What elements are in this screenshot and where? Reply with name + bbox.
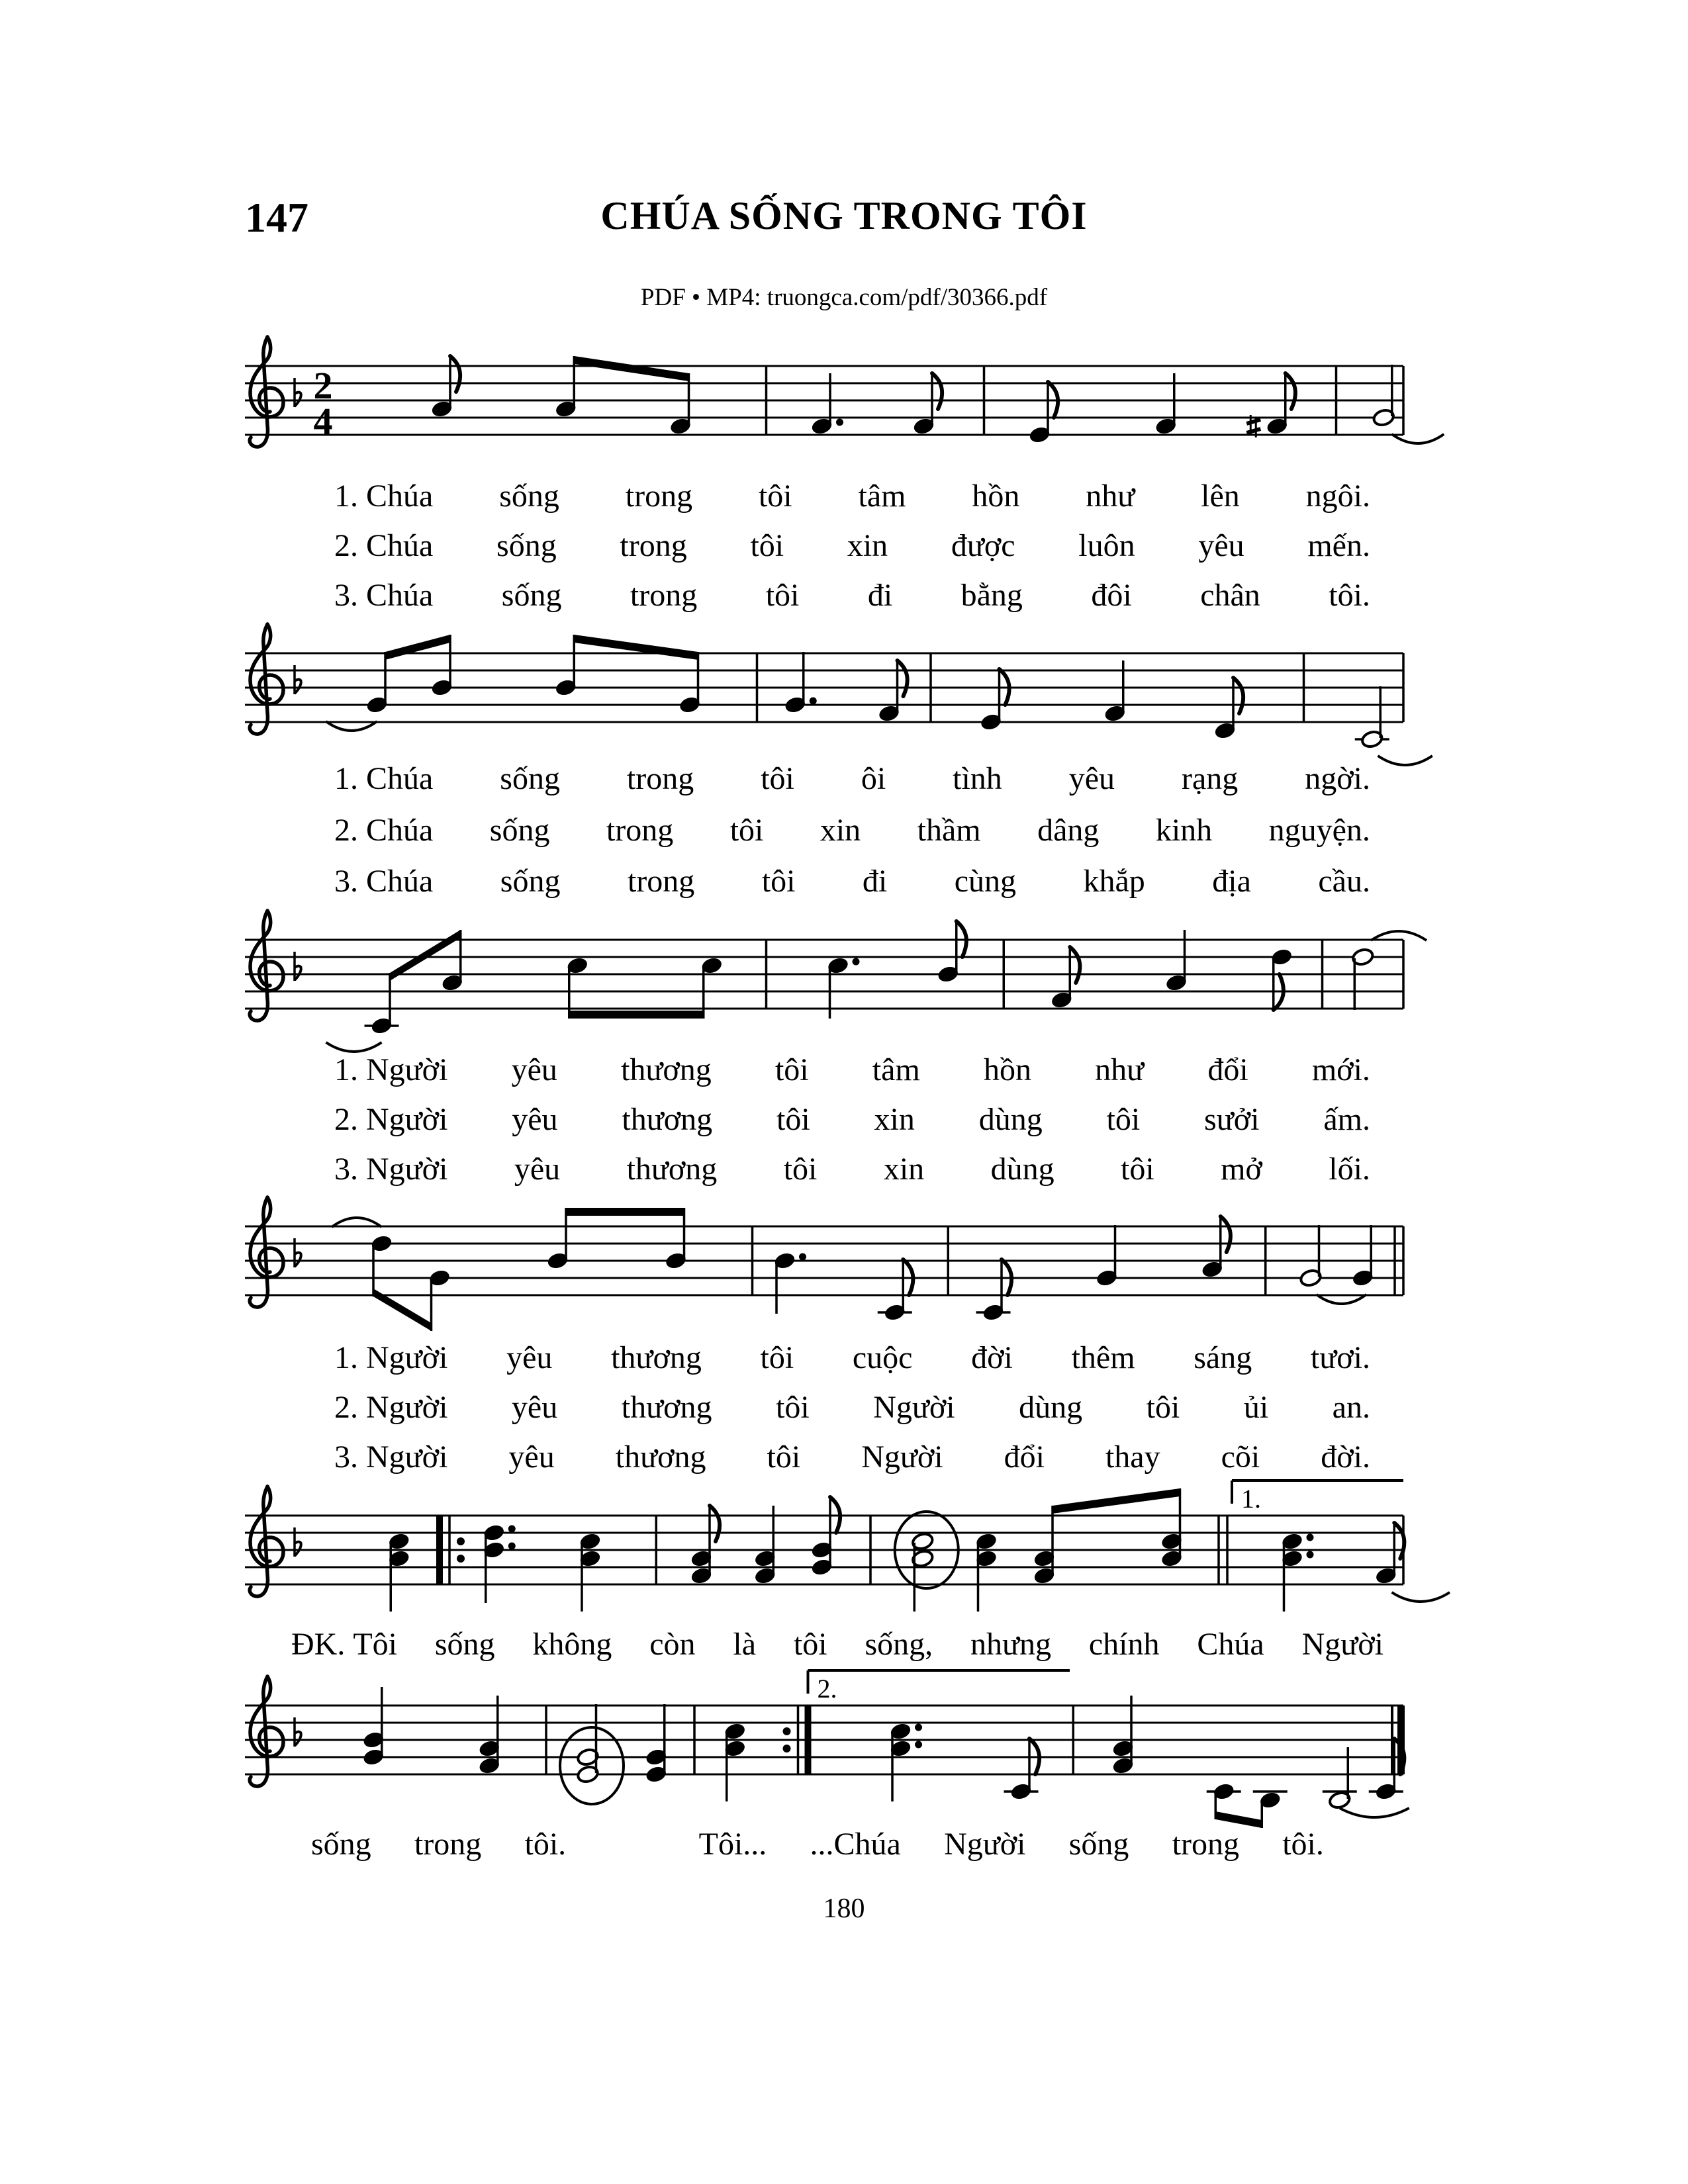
verse-number-and-word: 1. Người xyxy=(334,1340,448,1375)
lyric-word: yêu xyxy=(1198,528,1244,563)
lyric-word: tôi xyxy=(776,1102,810,1137)
lyric-word: tôi xyxy=(758,478,792,514)
lyric-word: tôi. xyxy=(524,1827,567,1862)
verse-number-and-word: 1. Người xyxy=(334,1052,448,1087)
lyric-word: yêu xyxy=(511,1052,557,1087)
lyric-word: Người xyxy=(873,1390,955,1425)
lyric-word: trong xyxy=(626,761,694,796)
lyric-word: đi xyxy=(867,578,893,613)
lyric-word: Tôi... xyxy=(698,1827,767,1862)
lyric-word: trong xyxy=(620,528,687,563)
svg-text:1.: 1. xyxy=(1241,1484,1261,1514)
lyric-word: được xyxy=(951,528,1015,563)
lyric-word: không xyxy=(532,1627,612,1662)
lyric-word: sống xyxy=(434,1627,495,1662)
lyric-word: xin xyxy=(883,1152,925,1187)
verse-number-and-word: 2. Chúa xyxy=(334,813,434,848)
lyric-word: sống xyxy=(500,864,561,899)
lyric-word: sống xyxy=(499,478,559,514)
lyric-word: như xyxy=(1095,1052,1145,1087)
lyric-word: trong xyxy=(414,1827,482,1862)
lyric-word: tôi xyxy=(729,813,764,848)
page-title: CHÚA SỐNG TRONG TÔI xyxy=(600,194,1088,238)
verse-number-and-word: 3. Người xyxy=(334,1439,448,1475)
verse-line-1-2 xyxy=(334,527,1370,564)
lyric-word: sống, xyxy=(865,1627,933,1662)
lyric-word: yêu xyxy=(512,1102,558,1137)
lyric-word: còn xyxy=(649,1627,696,1662)
lyric-word: ...Chúa xyxy=(810,1827,901,1862)
lyric-word: thay xyxy=(1105,1439,1160,1475)
svg-text:2: 2 xyxy=(313,364,333,407)
verse-number-and-word: 1. Chúa xyxy=(334,761,434,796)
lyric-word: luôn xyxy=(1078,528,1135,563)
svg-text:2.: 2. xyxy=(817,1674,837,1704)
lyric-word: tôi xyxy=(767,1439,801,1475)
lyric-word: dâng xyxy=(1037,813,1100,848)
svg-text:4: 4 xyxy=(313,400,333,443)
lyric-word: ngôi. xyxy=(1305,478,1370,514)
lyric-word: địa xyxy=(1212,864,1251,899)
lyric-word: yêu xyxy=(514,1152,561,1187)
lyric-word: an. xyxy=(1332,1390,1370,1425)
verse-number-and-word: 2. Người xyxy=(334,1102,448,1137)
lyric-word: dùng xyxy=(990,1152,1055,1187)
lyric-word: tôi xyxy=(761,761,794,796)
verse-line-1-1 xyxy=(334,478,1370,514)
verse-line-2-1 xyxy=(334,760,1370,797)
lyric-word: tình xyxy=(953,761,1002,796)
lyric-word: yêu xyxy=(511,1390,558,1425)
lyric-word: tôi xyxy=(1106,1102,1141,1137)
lyric-word: trong xyxy=(606,813,674,848)
verse-line-3-2 xyxy=(334,1101,1370,1138)
treble-clef-icon xyxy=(250,911,283,1021)
lyric-word: đi xyxy=(862,864,888,899)
lyric-word: xin xyxy=(820,813,861,848)
lyric-word: mở xyxy=(1221,1152,1262,1187)
lyric-word: trong xyxy=(627,864,695,899)
treble-clef-icon xyxy=(250,1676,283,1786)
lyric-word: sống xyxy=(496,528,557,563)
subtitle-pdf-link: PDF • MP4: truongca.com/pdf/30366.pdf xyxy=(640,284,1048,311)
verse-line-2-3 xyxy=(334,863,1370,899)
verse-number-and-word: 2. Chúa xyxy=(334,528,434,563)
lyric-word: thương xyxy=(622,1102,713,1137)
treble-clef-icon xyxy=(250,1486,283,1596)
lyric-word: mới. xyxy=(1311,1052,1370,1087)
lyric-word: thương xyxy=(626,1152,718,1187)
lyric-word: sống xyxy=(501,578,562,613)
lyric-word: Người xyxy=(861,1439,943,1475)
verse-number-and-word: 3. Người xyxy=(334,1152,448,1187)
lyric-word: lối. xyxy=(1329,1152,1370,1187)
verse-line-4-1 xyxy=(334,1340,1370,1376)
lyric-word: tôi xyxy=(776,1390,810,1425)
verse-number-and-word: 1. Chúa xyxy=(334,478,434,514)
lyric-word: hồn xyxy=(983,1052,1031,1087)
lyric-word: ôi xyxy=(861,761,886,796)
lyric-word: thêm xyxy=(1071,1340,1135,1375)
lyric-word: khắp xyxy=(1083,864,1145,899)
song-number: 147 xyxy=(245,194,308,241)
lyric-word: lên xyxy=(1201,478,1240,514)
lyric-word: đổi xyxy=(1004,1439,1045,1475)
lyric-word: tôi xyxy=(774,1052,809,1087)
lyric-word: tôi xyxy=(793,1627,827,1662)
lyric-word: Người xyxy=(944,1827,1026,1862)
lyric-word: đôi xyxy=(1091,578,1132,613)
lyric-word: tôi xyxy=(760,1340,794,1375)
lyric-word: trong xyxy=(625,478,693,514)
verse-line-4-3 xyxy=(334,1439,1370,1475)
lyric-word: ủi xyxy=(1243,1390,1269,1425)
lyric-word: Chúa xyxy=(1197,1627,1264,1662)
page-number: 180 xyxy=(823,1893,865,1924)
lyric-word: Người xyxy=(1301,1627,1383,1662)
lyric-word: thương xyxy=(621,1390,712,1425)
lyric-word: chân xyxy=(1200,578,1260,613)
lyric-word: tâm xyxy=(872,1052,920,1087)
lyric-word: yêu xyxy=(506,1340,553,1375)
verse-number-and-word: ĐK. Tôi xyxy=(291,1627,397,1662)
lyric-word: sưởi xyxy=(1204,1102,1260,1137)
chorus-line-2 xyxy=(311,1826,1324,1862)
lyric-word: tôi xyxy=(761,864,796,899)
lyric-word: xin xyxy=(847,528,888,563)
lyric-word: chính xyxy=(1088,1627,1160,1662)
verse-line-4-2 xyxy=(334,1389,1370,1426)
lyric-word: sống xyxy=(1068,1827,1129,1862)
lyric-word: xin xyxy=(874,1102,915,1137)
verse-line-3-3 xyxy=(334,1151,1370,1187)
verse-line-2-2 xyxy=(334,812,1370,848)
lyric-word: tôi xyxy=(750,528,784,563)
lyric-word: thầm xyxy=(917,813,981,848)
lyric-word: tôi xyxy=(765,578,800,613)
verse-line-1-3 xyxy=(334,577,1370,614)
lyric-word: cầu. xyxy=(1318,864,1370,899)
lyric-word: tôi. xyxy=(1329,578,1370,613)
lyric-word: đời. xyxy=(1321,1439,1370,1475)
lyric-word: yêu xyxy=(508,1439,555,1475)
lyric-word: thương xyxy=(621,1052,712,1087)
lyric-word: sống xyxy=(311,1827,371,1862)
lyric-word: tôi xyxy=(1146,1390,1180,1425)
treble-clef-icon xyxy=(250,337,283,447)
lyric-word: cuộc xyxy=(852,1340,913,1375)
lyric-word: như xyxy=(1086,478,1135,514)
lyric-word: dùng xyxy=(1019,1390,1083,1425)
lyric-word: sống xyxy=(489,813,550,848)
lyric-word: rạng xyxy=(1182,761,1239,796)
lyric-word: thương xyxy=(615,1439,706,1475)
lyric-word: tươi. xyxy=(1310,1340,1370,1375)
lyric-word: sáng xyxy=(1194,1340,1252,1375)
lyric-word: cõi xyxy=(1221,1439,1260,1475)
lyric-word: ấm. xyxy=(1323,1102,1370,1137)
lyric-word: cùng xyxy=(954,864,1017,899)
lyric-word: đời xyxy=(971,1340,1013,1375)
lyric-word: thương xyxy=(611,1340,702,1375)
verse-line-3-1 xyxy=(334,1052,1370,1088)
treble-clef-icon xyxy=(250,624,283,734)
lyric-word: hồn xyxy=(972,478,1020,514)
lyric-word: nhưng xyxy=(970,1627,1052,1662)
lyric-word: trong xyxy=(630,578,698,613)
lyric-word: sống xyxy=(500,761,560,796)
lyric-word: ngời. xyxy=(1305,761,1370,796)
verse-number-and-word: 2. Người xyxy=(334,1390,448,1425)
lyric-word: nguyện. xyxy=(1268,813,1370,848)
lyric-word: là xyxy=(733,1627,757,1662)
lyric-word: trong xyxy=(1172,1827,1239,1862)
chorus-line-1 xyxy=(291,1626,1383,1662)
lyric-word: mến. xyxy=(1307,528,1370,563)
lyric-word: kinh xyxy=(1155,813,1213,848)
lyric-word: tôi xyxy=(783,1152,818,1187)
lyric-word: đổi xyxy=(1207,1052,1248,1087)
lyric-word: dùng xyxy=(978,1102,1043,1137)
verse-number-and-word: 3. Chúa xyxy=(334,578,434,613)
lyric-word: tôi. xyxy=(1282,1827,1324,1862)
treble-clef-icon xyxy=(250,1197,283,1307)
lyric-word: tôi xyxy=(1121,1152,1154,1187)
verse-number-and-word: 3. Chúa xyxy=(334,864,434,899)
lyric-word: tâm xyxy=(858,478,906,514)
lyric-word: bằng xyxy=(961,578,1023,613)
lyric-word: yêu xyxy=(1068,761,1115,796)
